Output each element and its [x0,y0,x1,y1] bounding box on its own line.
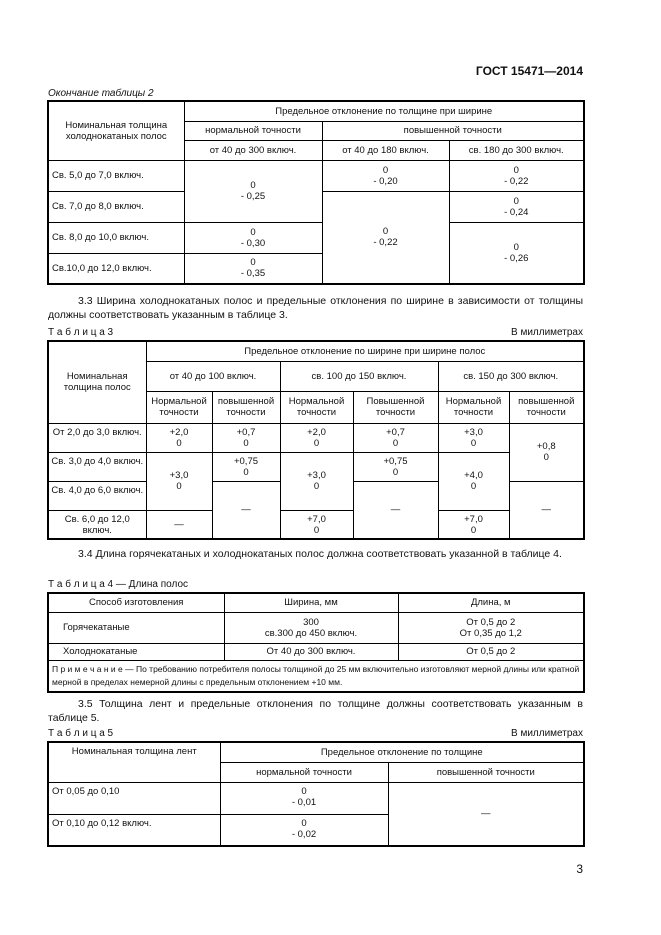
table3-cell: +2,0 0 [146,423,212,452]
table4-head-method: Способ изготовления [48,593,224,612]
table2-cell: 0 - 0,35 [184,253,322,284]
table2-cell: 0 - 0,25 [184,160,322,222]
table5-row-label: От 0,05 до 0,10 [48,782,220,814]
page-number: 3 [576,862,583,876]
table5-title: Т а б л и ц а 5 [48,728,114,739]
table2-row-label: Св. 5,0 до 7,0 включ. [48,160,184,191]
table3-cell: +3,0 0 [280,452,353,510]
table2-caption: Окончание таблицы 2 [48,88,154,99]
table4 [47,592,585,693]
table4-head-width: Ширина, мм [224,593,398,612]
table4-note [48,660,584,692]
table2-row-label: Св. 8,0 до 10,0 включ. [48,222,184,253]
table3-dash: — [509,481,584,539]
table3-cell: +3,0 0 [146,452,212,510]
table4-cell: От 0,5 до 2 От 0,35 до 1,2 [398,612,584,643]
table4-cell: От 0,5 до 2 [398,643,584,660]
table2-head-high: повышенной точности [322,121,584,140]
table3-group3: св. 150 до 300 включ. [438,361,584,391]
table2-cell: 0 - 0,22 [449,160,584,191]
table4-cell: От 40 до 300 включ. [224,643,398,660]
table4-title-label: Т а б л и ц а 4 [48,579,114,590]
document-header: ГОСТ 15471—2014 [475,64,583,78]
paragraph-3-4: 3.4 Длина горячекатаных и холоднокатаных полос должна соответствовать указанной в таблице 4. [78,548,562,560]
table3-cell: +0,7 0 [212,423,280,452]
table5-units: В миллиметрах [511,728,583,739]
table4-row-label: Горячекатаные [48,612,224,643]
table3-cell: +0,8 0 [509,423,584,481]
table5-head-high: повышенной точности [388,762,584,782]
table3-cell: +7,0 0 [438,510,509,539]
table3-row-label: Св. 3,0 до 4,0 включ. [48,452,146,481]
table3-cell: +3,0 0 [438,423,509,452]
table3-high: повышенной точности [212,391,280,423]
table3-normal: Нормальной точности [146,391,212,423]
table5-col1-header: Номинальная толщина лент [48,742,220,782]
table2 [47,100,585,285]
table3-cell: +0,75 0 [353,452,438,481]
table3-high: Повышенной точности [353,391,438,423]
table2-cell: 0 - 0,30 [184,222,322,253]
table2-head-normal: нормальной точности [184,121,322,140]
table4-cell: 300 св.300 до 450 включ. [224,612,398,643]
table3-group1: от 40 до 100 включ. [146,361,280,391]
table3-dash: — [353,481,438,539]
table2-cell: 0 - 0,24 [449,191,584,222]
table2-head-main: Предельное отклонение по толщине при ширине [184,101,584,121]
table2-row-label: Св.10,0 до 12,0 включ. [48,253,184,284]
table3-cell: +7,0 0 [280,510,353,539]
table2-row-label: Св. 7,0 до 8,0 включ. [48,191,184,222]
table5-dash: — [388,782,584,846]
table3-cell: +0,75 0 [212,452,280,481]
table3-dash: — [146,510,212,539]
table2-cell: 0 - 0,26 [449,222,584,284]
table4-note-text: — По требованию потребителя полосы толщиной до 25 мм включительно изготовляют мерной длины или кратной мерной в пределах немерной длины с предельным отклонением +10 мм. [52,663,580,687]
table2-sub-high2: св. 180 до 300 включ. [449,140,584,160]
table2-sub-high1: от 40 до 180 включ. [322,140,449,160]
table4-head-length: Длина, м [398,593,584,612]
table2-col1-header: Номинальная толщина холоднокатаных полос [48,101,184,160]
table3-dash: — [212,481,280,539]
table3-cell: +0,7 0 [353,423,438,452]
table5 [47,741,585,847]
table5-cell: 0 - 0,02 [220,814,388,846]
table2-cell: 0 - 0,22 [322,191,449,284]
paragraph-3-3: 3.3 Ширина холоднокатаных полос и предельные отклонения по ширине в зависимости от толщины должны соответствовать указанным в таблице 3. [48,295,583,321]
table3-cell: +4,0 0 [438,452,509,510]
table3-normal: Нормальной точности [280,391,353,423]
table3-row-label: От 2,0 до 3,0 включ. [48,423,146,452]
table4-title-text: — Длина полос [113,579,189,590]
table5-head-main: Предельное отклонение по толщине [220,742,584,762]
table3-units: В миллиметрах [511,327,583,338]
table3-row-label: Св. 4,0 до 6,0 включ. [48,481,146,510]
table3-cell: +2,0 0 [280,423,353,452]
table2-sub-normal: от 40 до 300 включ. [184,140,322,160]
table3-col1-header: Номинальная толщина полос [48,341,146,423]
table3-group2: св. 100 до 150 включ. [280,361,438,391]
table3-high: повышенной точности [509,391,584,423]
table4-title [48,579,188,590]
paragraph-3-5: 3.5 Толщина лент и предельные отклонения по толщине должны соответствовать указанным в таблице 5. [48,698,583,724]
table3-title: Т а б л и ц а 3 [48,327,114,338]
table3-head-main: Предельное отклонение по ширине при ширине полос [146,341,584,361]
table2-cell: 0 - 0,20 [322,160,449,191]
table3-row-label: Св. 6,0 до 12,0 включ. [48,510,146,539]
table5-row-label: От 0,10 до 0,12 включ. [48,814,220,846]
table4-row-label: Холоднокатаные [48,643,224,660]
table3-normal: Нормальной точности [438,391,509,423]
table5-head-normal: нормальной точности [220,762,388,782]
table4-note-label: П р и м е ч а н и е [52,663,123,674]
table5-cell: 0 - 0,01 [220,782,388,814]
table3 [47,340,585,540]
